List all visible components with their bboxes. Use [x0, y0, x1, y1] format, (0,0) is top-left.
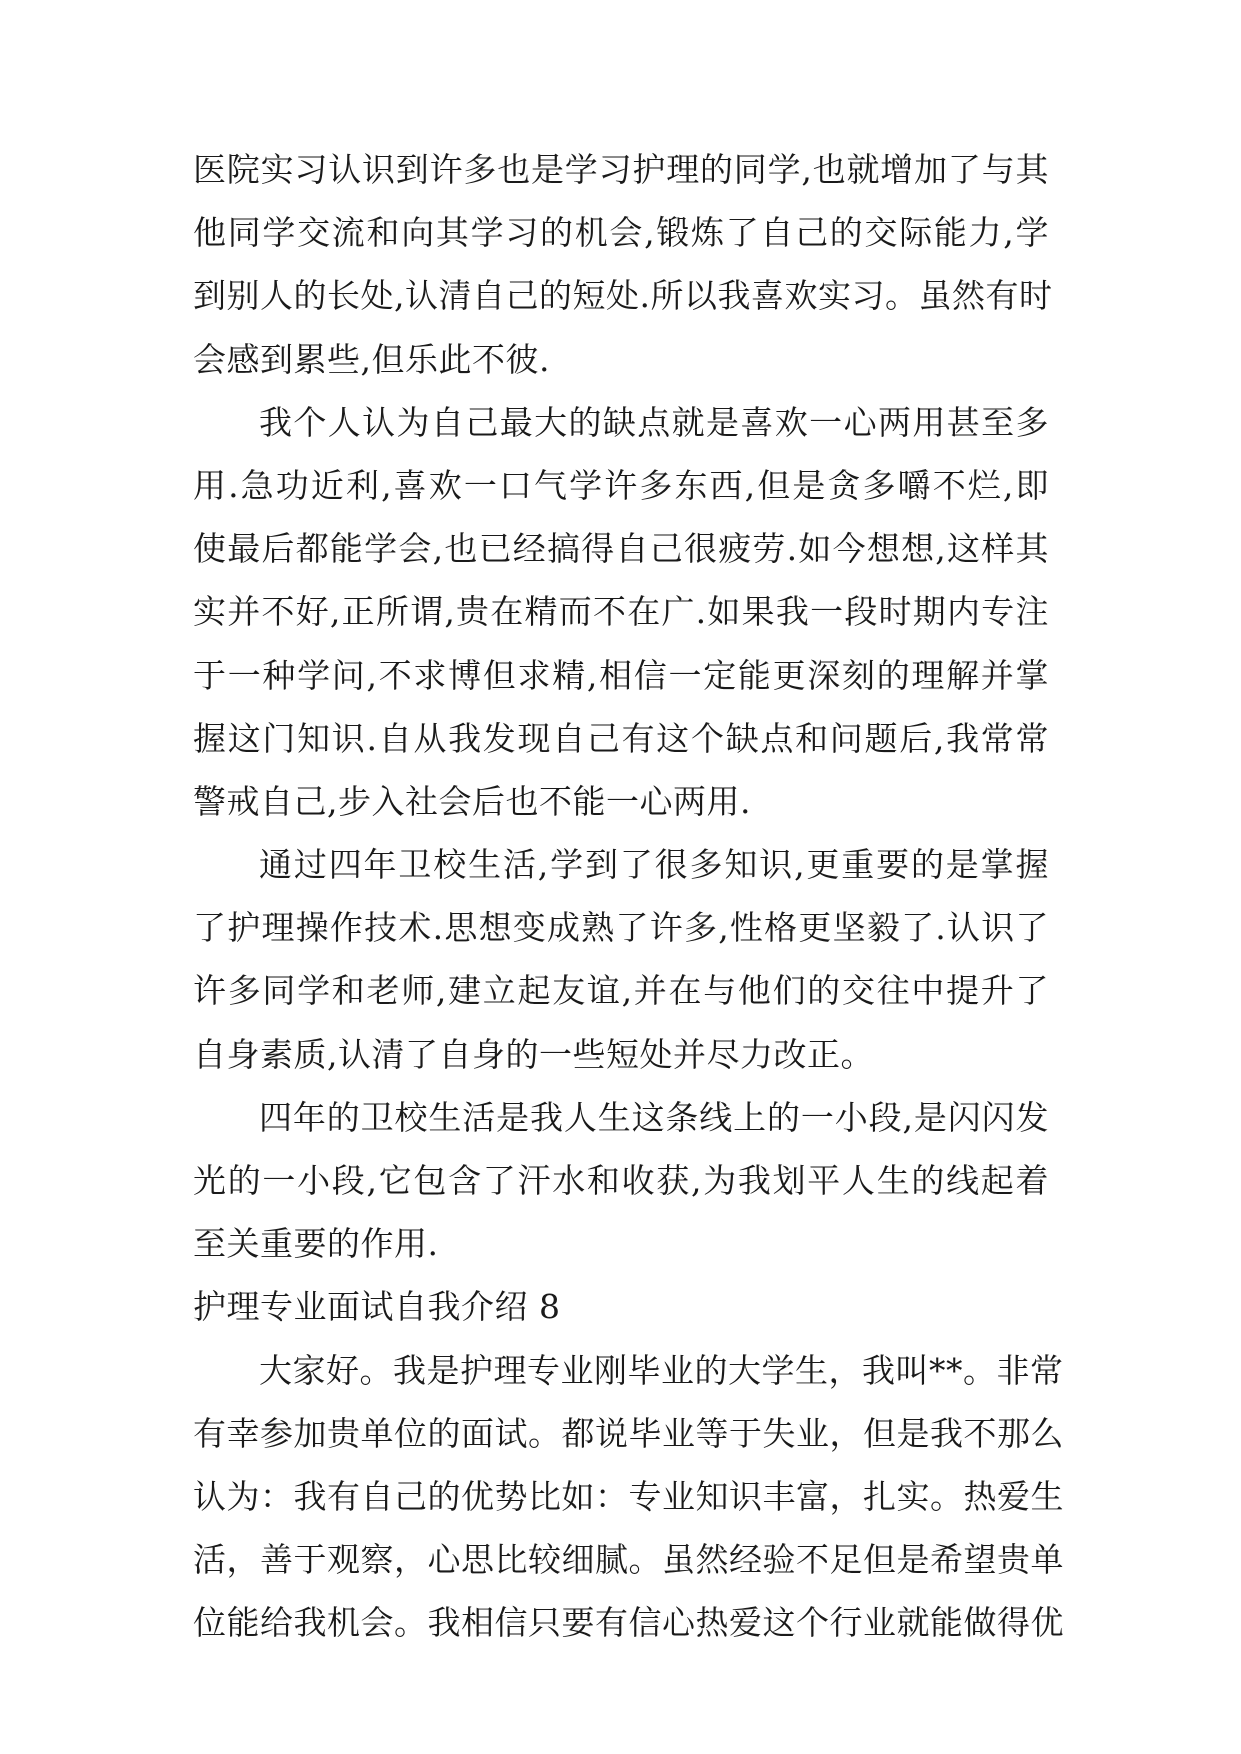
text-line: 认为：我有自己的优势比如：专业知识丰富，扎实。热爱生	[193, 1476, 1064, 1516]
text-line: 光的一小段,它包含了汗水和收获,为我划平人生的线起着	[193, 1161, 1049, 1200]
text-line: 医院实习认识到许多也是学习护理的同学,也就增加了与其	[193, 150, 1049, 189]
text-line: 大家好。我是护理专业刚毕业的大学生，我叫**。非常	[259, 1350, 1064, 1390]
text-line: 我个人认为自己最大的缺点就是喜欢一心两用甚至多	[259, 402, 1049, 442]
text-line: 用.急功近利,喜欢一口气学许多东西,但是贪多嚼不烂,即	[193, 465, 1049, 505]
text-line: 许多同学和老师,建立起友谊,并在与他们的交往中提升了	[193, 971, 1049, 1011]
text-line: 通过四年卫校生活,学到了很多知识,更重要的是掌握	[259, 845, 1049, 885]
text-line: 到别人的长处,认清自己的短处.所以我喜欢实习。虽然有时	[193, 276, 1053, 316]
text-line: 活，善于观察，心思比较细腻。虽然经验不足但是希望贵单	[193, 1540, 1064, 1580]
section-heading-text: 护理专业面试自我介绍 8	[193, 1287, 561, 1327]
text-line: 四年的卫校生活是我人生这条线上的一小段,是闪闪发	[259, 1097, 1049, 1137]
text-line: 于一种学问,不求博但求精,相信一定能更深刻的理解并掌	[193, 655, 1049, 695]
text-line: 有幸参加贵单位的面试。都说毕业等于失业，但是我不那么	[193, 1413, 1064, 1453]
text-line: 会感到累些,但乐此不彼.	[193, 339, 550, 379]
text-line: 他同学交流和向其学习的机会,锻炼了自己的交际能力,学	[193, 213, 1049, 253]
paragraph-1	[193, 138, 1053, 391]
paragraph-2	[193, 391, 1049, 833]
text-line: 至关重要的作用.	[193, 1224, 439, 1264]
text-line: 警戒自己,步入社会后也不能一心两用.	[193, 781, 751, 821]
text-line: 位能给我机会。我相信只要有信心热爱这个行业就能做得优	[193, 1603, 1064, 1643]
document-body	[193, 138, 1064, 1655]
text-line: 了护理操作技术.思想变成熟了许多,性格更坚毅了.认识了	[193, 908, 1049, 948]
paragraph-4	[193, 1086, 1049, 1276]
section-heading	[193, 1275, 1049, 1338]
text-line: 实并不好,正所谓,贵在精而不在广.如果我一段时期内专注	[193, 592, 1049, 632]
text-line: 使最后都能学会,也已经搞得自己很疲劳.如今想想,这样其	[193, 529, 1049, 569]
text-line: 自身素质,认清了自身的一些短处并尽力改正。	[193, 1034, 874, 1074]
paragraph-5	[193, 1339, 1064, 1655]
paragraph-3	[193, 833, 1049, 1086]
text-line: 握这门知识.自从我发现自己有这个缺点和问题后,我常常	[193, 718, 1049, 758]
